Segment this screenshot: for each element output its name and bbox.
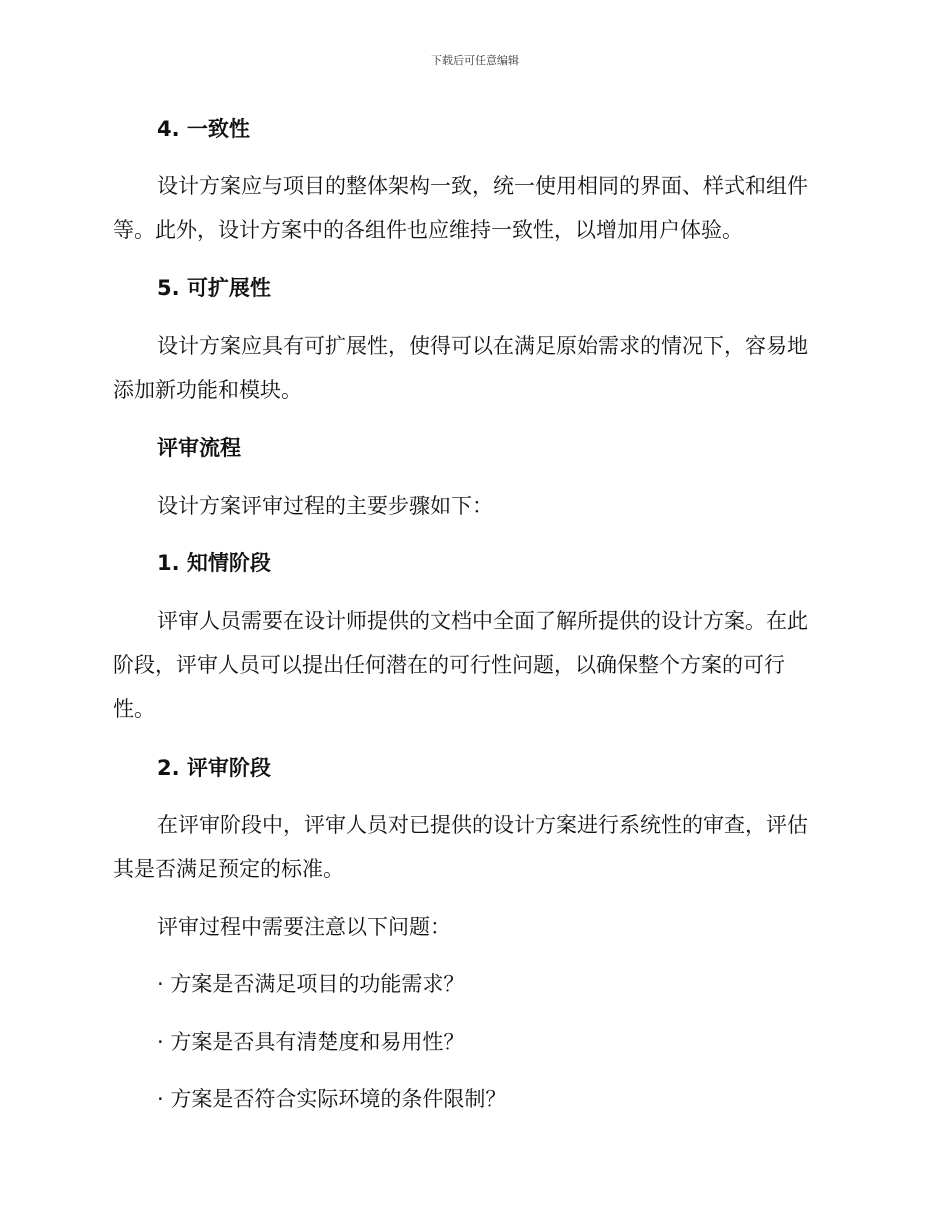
paragraph-line: 设计方案应与项目的整体架构一致，统一使用相同的界面、样式和组件 [157, 174, 808, 198]
paragraph-line: 评审人员需要在设计师提供的文档中全面了解所提供的设计方案。在此 [157, 609, 808, 633]
section-heading-extensibility: 5. 可扩展性 [157, 276, 271, 300]
paragraph-line: 设计方案评审过程的主要步骤如下： [157, 494, 493, 518]
list-item: · 方案是否具有清楚度和易用性？ [157, 1030, 465, 1054]
list-item: · 方案是否符合实际环境的条件限制？ [157, 1087, 507, 1111]
paragraph-line: 阶段，评审人员可以提出任何潜在的可行性问题，以确保整个方案的可行 [113, 653, 785, 677]
section-heading-consistency: 4. 一致性 [157, 117, 250, 141]
section-heading-stage2: 2. 评审阶段 [157, 756, 271, 780]
page-header: 下载后可任意编辑 [431, 54, 519, 67]
paragraph-line: 其是否满足预定的标准。 [113, 857, 344, 881]
paragraph-line: 在评审阶段中，评审人员对已提供的设计方案进行系统性的审查，评估 [157, 813, 808, 837]
list-item: · 方案是否满足项目的功能需求？ [157, 972, 465, 996]
section-heading-review-process: 评审流程 [157, 436, 241, 460]
section-heading-stage1: 1. 知情阶段 [157, 551, 271, 575]
paragraph-line: 等。此外，设计方案中的各组件也应维持一致性，以增加用户体验。 [113, 218, 743, 242]
paragraph-line: 添加新功能和模块。 [113, 378, 302, 402]
paragraph-line: 性。 [113, 697, 155, 721]
paragraph-line: 设计方案应具有可扩展性，使得可以在满足原始需求的情况下，容易地 [157, 334, 808, 358]
paragraph-line: 评审过程中需要注意以下问题： [157, 915, 451, 939]
